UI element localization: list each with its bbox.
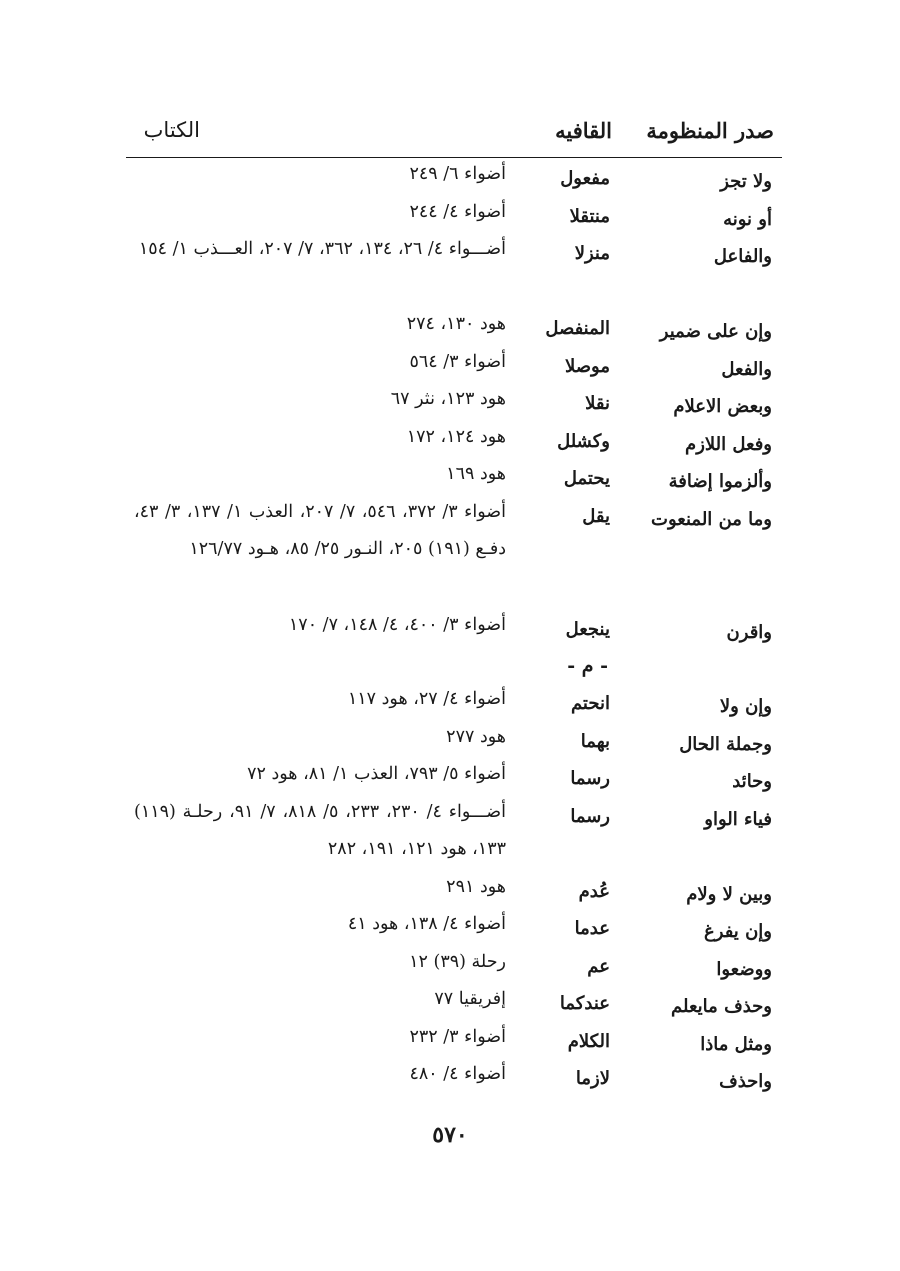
cell-qafia: عم (587, 955, 610, 977)
cell-qafia: عندكما (559, 993, 610, 1014)
cell-qafia: منتقلا (569, 205, 610, 227)
cell-qafia: رسما (570, 768, 610, 789)
header-sadr: صدر المنظومة (646, 118, 774, 143)
cell-kitab: هود ٢٧٧ (446, 726, 506, 747)
table-header (0, 112, 900, 156)
header-kitab: الكتاب (143, 118, 200, 142)
cell-qafia: وكشلل (557, 430, 610, 452)
cell-qafia: يحتمل (563, 468, 610, 489)
cell-kitab: هود ١٣٠، ٢٧٤ (406, 314, 506, 334)
cell-kitab: أضـــواء ٤/ ٢٣٠، ٢٣٣، ٥/ ٨١٨، ٧/ ٩١، رحلـة (١١٩) ١٣٣، هود ١٢١، ١٩١، ٢٨٢ (134, 801, 506, 859)
cell-qafia: انحتم (570, 693, 610, 714)
cell-kitab: أضواء ٤/ ٢٧، هود ١١٧ (347, 689, 506, 709)
cell-qafia: مفعول (560, 168, 610, 189)
cell-sadr: وإن على ضمير (659, 321, 772, 342)
cell-qafia: يقل (582, 505, 610, 527)
cell-sadr: ومثل ماذا (700, 1033, 772, 1055)
table-row (0, 948, 900, 986)
cell-sadr: وبين لا ولام (686, 883, 772, 905)
cell-sadr: وحائد (732, 771, 772, 792)
table-row (0, 723, 900, 761)
table-row (0, 235, 900, 310)
cell-sadr: وجملة الحال (679, 733, 772, 755)
cell-kitab: هود ١٦٩ (446, 464, 506, 484)
table-row (0, 460, 900, 498)
table-row (0, 198, 900, 236)
cell-sadr: وفعل اللازم (685, 433, 772, 455)
cell-kitab: هود ٢٩١ (446, 876, 506, 897)
cell-sadr: ووضعوا (716, 958, 772, 980)
table-row (0, 1060, 900, 1098)
table-row (0, 1023, 900, 1061)
cell-sadr: وإن ولا (719, 696, 772, 717)
cell-kitab: أضواء ٣/ ٤٠٠، ٤/ ١٤٨، ٧/ ١٧٠ (288, 614, 506, 635)
cell-qafia: عُدم (578, 880, 610, 902)
cell-qafia: عدما (574, 918, 610, 939)
cell-qafia: رسما (570, 805, 610, 827)
table-row (0, 798, 900, 873)
cell-kitab: أضواء ٤/ ٢٤٤ (409, 201, 506, 222)
cell-sadr: وبعض الاعلام (673, 396, 772, 417)
cell-sadr: واحذف (719, 1071, 772, 1092)
table-row (0, 310, 900, 348)
cell-qafia: موصلا (565, 355, 610, 377)
cell-kitab: أضواء ٣/ ٣٧٢، ٥٤٦، ٧/ ٢٠٧، العذب ١/ ١٣٧، ٣/ ٤٣، دفـع (١٩١) ٢٠٥، النـور ٢٥/ ٨٥، هـود ١٢٦/٧٧ (134, 501, 506, 559)
cell-kitab: أضـــواء ٤/ ٢٦، ١٣٤، ٣٦٢، ٧/ ٢٠٧، العـــذب ١/ ١٥٤ (138, 239, 506, 259)
cell-kitab: هود ١٢٣، نثر ٦٧ (390, 389, 506, 409)
section-row (0, 648, 900, 685)
table-row (0, 910, 900, 948)
cell-sadr: وحذف مايعلم (671, 996, 772, 1017)
cell-kitab: أضواء ٤/ ٤٨٠ (409, 1064, 506, 1084)
table-row (0, 873, 900, 911)
cell-sadr: وإن يفرغ (704, 921, 772, 942)
cell-kitab: أضواء ٣/ ٢٣٢ (409, 1026, 506, 1047)
cell-sadr: فياء الواو (704, 808, 772, 830)
cell-sadr: والفعل (721, 358, 772, 380)
section-mark: - م - (567, 655, 608, 677)
cell-kitab: أضواء ٦/ ٢٤٩ (409, 164, 506, 184)
cell-qafia: ينجعل (565, 618, 610, 640)
cell-sadr: وما من المنعوت (651, 508, 772, 530)
cell-sadr: واقرن (726, 621, 772, 643)
table-row (0, 498, 900, 611)
cell-qafia: المنفصل (545, 318, 610, 339)
cell-qafia: بهما (580, 730, 610, 752)
cell-kitab: هود ١٢٤، ١٧٢ (406, 426, 506, 447)
cell-kitab: إفريقيا ٧٧ (434, 989, 506, 1009)
cell-sadr: والفاعل (713, 246, 772, 267)
cell-kitab: أضواء ٤/ ١٣٨، هود ٤١ (347, 914, 506, 934)
table-row (0, 423, 900, 461)
table-row (0, 611, 900, 649)
cell-kitab: أضواء ٣/ ٥٦٤ (409, 351, 506, 372)
cell-kitab: رحلة (٣٩) ١٢ (409, 951, 506, 972)
table-row (0, 985, 900, 1023)
table-row (0, 760, 900, 798)
cell-qafia: الكلام (567, 1030, 610, 1052)
table-row (0, 160, 900, 198)
cell-qafia: نقلا (585, 393, 610, 414)
cell-sadr: وألزموا إضافة (668, 471, 772, 492)
cell-qafia: لازما (575, 1068, 610, 1089)
cell-qafia: منزلا (574, 243, 610, 264)
cell-kitab: أضواء ٥/ ٧٩٣، العذب ١/ ٨١، هود ٧٢ (247, 764, 506, 784)
table-row (0, 385, 900, 423)
table-row (0, 685, 900, 723)
header-qafia: القافيه (555, 118, 612, 143)
page-number: ٥٧٠ (432, 1122, 468, 1148)
table-row (0, 348, 900, 386)
index-table (0, 160, 900, 1098)
cell-sadr: أو نونه (723, 208, 772, 230)
cell-sadr: ولا تجز (720, 171, 772, 192)
